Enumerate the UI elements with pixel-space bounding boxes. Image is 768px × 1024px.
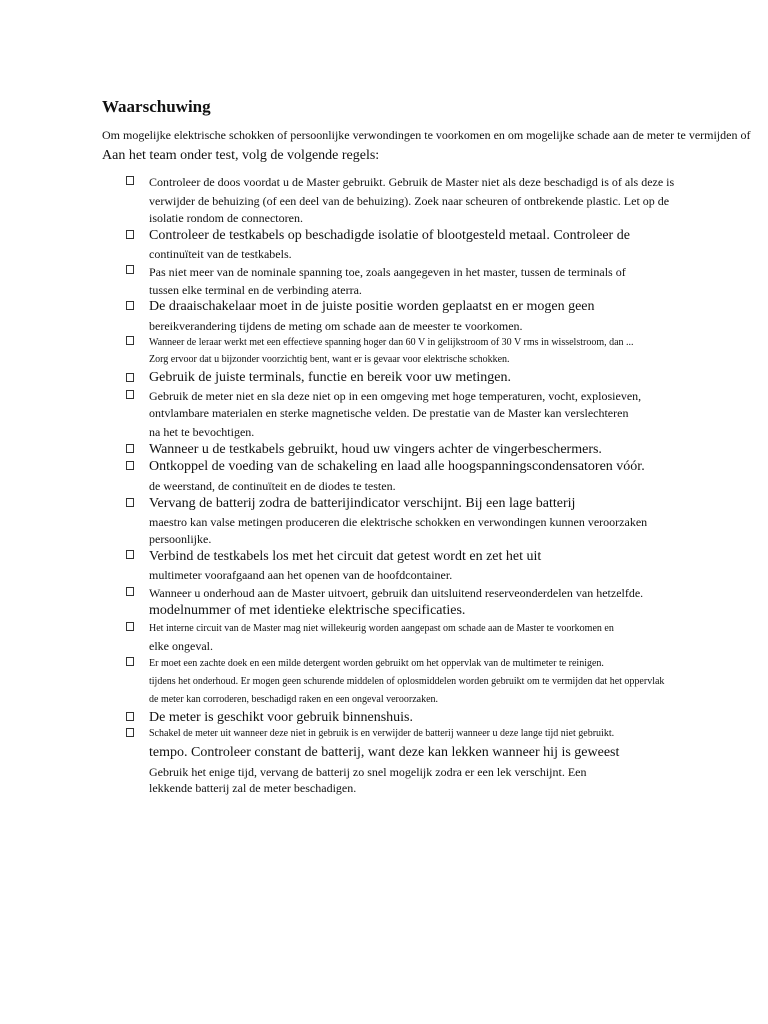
list-item-line: De meter is geschikt voor gebruik binnenshuis.: [149, 710, 414, 725]
list-item-line: tempo. Controleer constant de batterij, want deze kan lekken wanneer hij is geweest: [149, 745, 620, 760]
list-item-line: Vervang de batterij zodra de batterijindicator verschijnt. Bij een lage batterij: [149, 496, 576, 511]
bullet-box-icon: [126, 461, 134, 470]
list-item-line: de weerstand, de continuïteit en de diodes te testen.: [149, 479, 396, 493]
bullet-box-icon: [126, 390, 134, 399]
list-item-line: verwijder de behuizing (of een deel van de behuizing). Zoek naar scheuren of ontbrekende plastic. Let op de: [149, 194, 670, 208]
list-item-line: na het te bevochtigen.: [149, 425, 255, 439]
list-item-line: lekkende batterij zal de meter beschadigen.: [149, 781, 357, 795]
list-item-line: Pas niet meer van de nominale spanning toe, zoals aangegeven in het master, tussen de terminals of: [149, 265, 626, 279]
list-item-line: Het interne circuit van de Master mag niet willekeurig worden aangepast om schade aan de Master te voorkomen en: [149, 623, 614, 634]
list-item-line: maestro kan valse metingen produceren die elektrische schokken en verwondingen kunnen veroorzaken: [149, 515, 648, 529]
bullet-box-icon: [126, 336, 134, 345]
list-item-line: tijdens het onderhoud. Er mogen geen schurende middelen of oplosmiddelen worden gebruikt om te vermijden dat het oppervlak: [149, 676, 665, 687]
bullet-box-icon: [126, 657, 134, 666]
list-item-line: Gebruik het enige tijd, vervang de batterij zo snel mogelijk zodra er een lek verschijnt. Een: [149, 765, 587, 779]
bullet-box-icon: [126, 712, 134, 721]
page-title: Waarschuwing: [102, 97, 211, 116]
list-item-line: Wanneer de leraar werkt met een effectieve spanning hoger dan 60 V in gelijkstroom of 30 V rms in wisselstroom, dan ...: [149, 337, 634, 348]
bullet-box-icon: [126, 301, 134, 310]
list-item-line: tussen elke terminal en de verbinding aterra.: [149, 283, 362, 297]
bullet-box-icon: [126, 444, 134, 453]
bullet-box-icon: [126, 265, 134, 274]
intro-line-1: Om mogelijke elektrische schokken of persoonlijke verwondingen te voorkomen en om mogelijke schade aan de meter te vermijden of: [102, 128, 751, 142]
list-item-line: Wanneer u de testkabels gebruikt, houd uw vingers achter de vingerbeschermers.: [149, 442, 602, 457]
list-item-line: Controleer de testkabels op beschadigde isolatie of blootgesteld metaal. Controleer de: [149, 228, 630, 243]
list-item-line: continuïteit van de testkabels.: [149, 247, 292, 261]
list-item-line: Schakel de meter uit wanneer deze niet in gebruik is en verwijder de batterij wanneer u deze lange tijd niet gebruikt.: [149, 728, 615, 739]
list-item-line: elke ongeval.: [149, 639, 213, 653]
list-item-line: multimeter voorafgaand aan het openen van de hoofdcontainer.: [149, 568, 453, 582]
list-item-line: Verbind de testkabels los met het circuit dat getest wordt en zet het uit: [149, 549, 542, 564]
bullet-box-icon: [126, 587, 134, 596]
bullet-box-icon: [126, 230, 134, 239]
list-item-line: Controleer de doos voordat u de Master gebruikt. Gebruik de Master niet als deze beschadigd is of als deze is: [149, 175, 675, 189]
bullet-box-icon: [126, 373, 134, 382]
list-item-line: Er moet een zachte doek en een milde detergent worden gebruikt om het oppervlak van de multimeter te reinigen.: [149, 658, 604, 669]
list-item-line: Gebruik de meter niet en sla deze niet op in een omgeving met hoge temperaturen, vocht, explosieven,: [149, 389, 642, 403]
bullet-box-icon: [126, 550, 134, 559]
bullet-box-icon: [126, 728, 134, 737]
list-item-line: Gebruik de juiste terminals, functie en bereik voor uw metingen.: [149, 370, 511, 385]
list-item-line: modelnummer of met identieke elektrische specificaties.: [149, 603, 466, 618]
bullet-box-icon: [126, 498, 134, 507]
list-item-line: Ontkoppel de voeding van de schakeling en laad alle hoogspanningscondensatoren vóór.: [149, 459, 645, 474]
list-item-line: de meter kan corroderen, beschadigd raken en een ongeval veroorzaken.: [149, 694, 439, 705]
list-item-line: De draaischakelaar moet in de juiste positie worden geplaatst en er mogen geen: [149, 299, 595, 314]
list-item-line: isolatie rondom de connectoren.: [149, 211, 303, 225]
bullet-box-icon: [126, 622, 134, 631]
list-item-line: persoonlijke.: [149, 532, 212, 546]
list-item-line: bereikverandering tijdens de meting om schade aan de meester te voorkomen.: [149, 319, 523, 333]
intro-line-2: Aan het team onder test, volg de volgende regels:: [102, 148, 380, 163]
list-item-line: Wanneer u onderhoud aan de Master uitvoert, gebruik dan uitsluitend reserveonderdelen van hetzelfde.: [149, 586, 644, 600]
list-item-line: ontvlambare materialen en sterke magnetische velden. De prestatie van de Master kan verslechteren: [149, 406, 629, 420]
bullet-box-icon: [126, 176, 134, 185]
list-item-line: Zorg ervoor dat u bijzonder voorzichtig bent, want er is gevaar voor elektrische schokken.: [149, 354, 510, 365]
